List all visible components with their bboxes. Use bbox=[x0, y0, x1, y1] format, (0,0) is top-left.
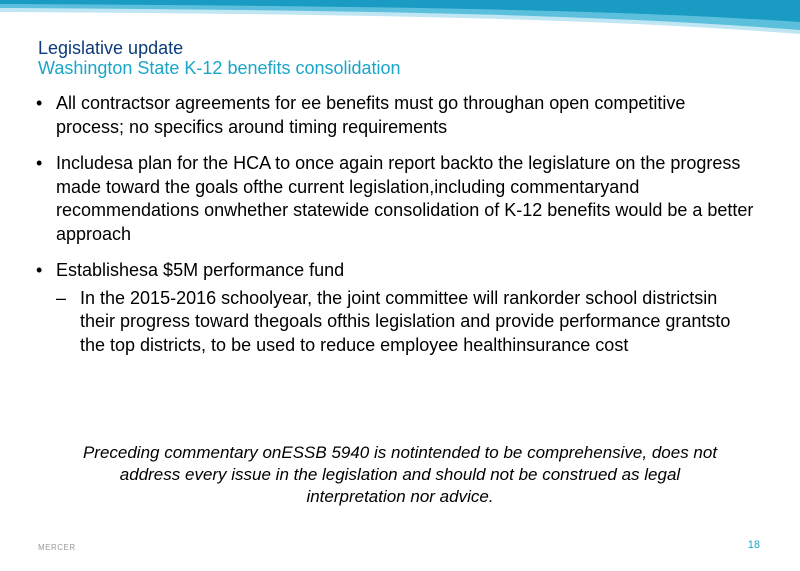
header-band bbox=[0, 0, 800, 34]
page-number: 18 bbox=[747, 539, 760, 551]
bullet-text: Includesa plan for the HCA to once again report backto the legislature on the progress made toward the goals ofthe current legislation,including commentaryand recommendations onwhether statewide consolidation of K-12 benefits would be a better approach bbox=[56, 153, 754, 244]
bullet-item bbox=[36, 152, 756, 246]
bullet-item bbox=[36, 92, 756, 139]
bullet-dot-icon: • bbox=[36, 153, 43, 173]
disclaimer-text: Preceding commentary onESSB 5940 is notintended to be comprehensive, does not address every issue in the legislation and should not be construed as legal interpretation nor advice. bbox=[82, 443, 718, 506]
sub-bullet-text: In the 2015-2016 schoolyear, the joint committee will rankorder school districtsin their progress toward thegoals ofthis legislation and provide performance grantsto the top districts, to be used to reduce employee healthinsurance cost bbox=[80, 287, 731, 355]
sub-bullet-item bbox=[36, 287, 756, 358]
slide-subtitle: Washington State K-12 benefits consolidation bbox=[38, 58, 401, 78]
bullet-text: All contractsor agreements for ee benefits must go throughan open competitive process; no specifics around timing requirements bbox=[56, 93, 686, 137]
slide-title: Legislative update bbox=[38, 38, 184, 58]
dash-icon: – bbox=[56, 287, 67, 308]
bullet-text: Establishesa $5M performance fund bbox=[56, 260, 345, 280]
bullet-dot-icon: • bbox=[36, 93, 43, 113]
bullet-dot-icon: • bbox=[36, 260, 43, 280]
mercer-logo: MERCER bbox=[38, 543, 76, 552]
bullet-item bbox=[36, 259, 756, 283]
slide-body bbox=[36, 92, 756, 357]
